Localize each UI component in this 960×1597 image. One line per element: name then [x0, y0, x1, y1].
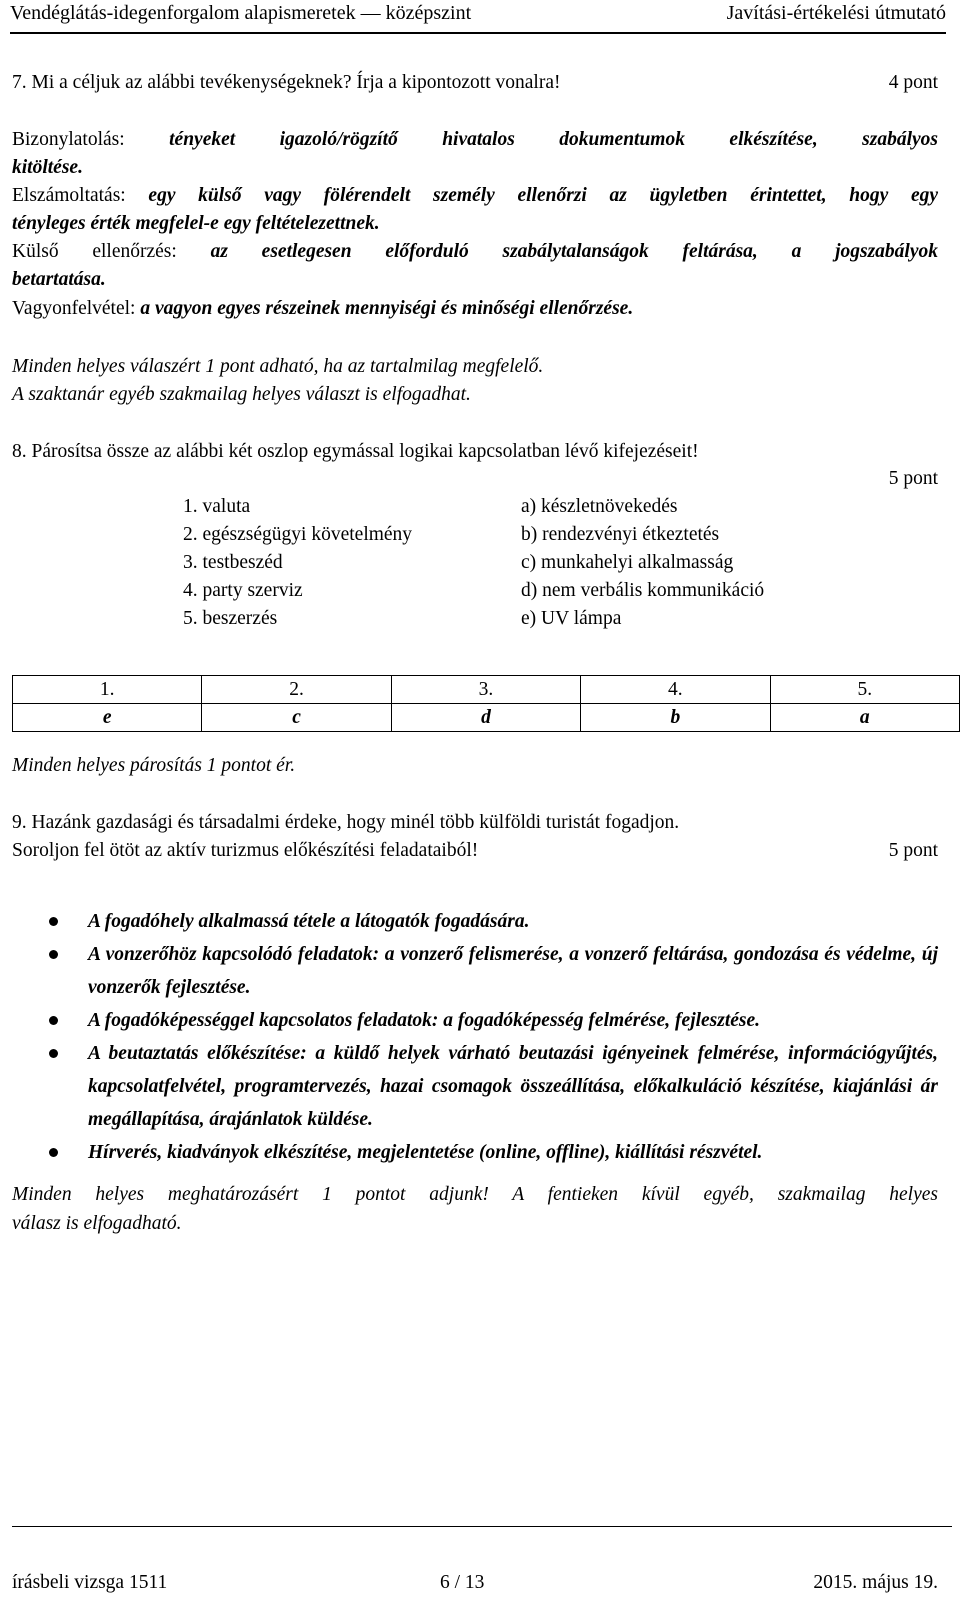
- q7-item-2-line-1: [12, 185, 938, 207]
- bullet-icon: [49, 1049, 58, 1058]
- q8-left-item: 4. party szerviz: [183, 580, 303, 601]
- q7-item-1-answer-cont: kitöltése.: [12, 157, 83, 178]
- q8-answer-table-header-cell: 4.: [581, 676, 770, 704]
- q7-item-2-term: Elszámoltatás:: [12, 185, 126, 206]
- footer-exam-code: írásbeli vizsga 1511: [12, 1572, 168, 1593]
- q7-item-4-line-1: [12, 298, 633, 320]
- q8-answer-table-answer-row: [13, 704, 960, 732]
- q8-answer-table-answer-cell: c: [202, 704, 391, 732]
- bullet-icon: [49, 1016, 58, 1025]
- list-item: [0, 1037, 938, 1136]
- q7-item-1-term: Bizonylatolás:: [12, 129, 125, 150]
- list-item: [0, 1136, 938, 1169]
- q8-answer-table-answer-cell: b: [581, 704, 770, 732]
- q9-answer-list: [0, 905, 938, 1169]
- footer-date: 2015. május 19.: [813, 1572, 938, 1593]
- list-item: [0, 938, 938, 1004]
- q7-item-4-answer: a vagyon egyes részeinek mennyiségi és minőségi ellenőrzése.: [140, 298, 634, 319]
- q8-answer-table-header-row: [13, 676, 960, 704]
- q7-item-4-term: Vagyonfelvétel:: [12, 298, 136, 319]
- q8-right-item: e) UV lámpa: [521, 608, 622, 629]
- list-item-text: A vonzerőhöz kapcsolódó feladatok: a vonzerő felismerése, a vonzerő feltárása, gondozása és védelme, új vonzerők fejlesztése.: [88, 944, 938, 998]
- q7-item-3-answer-cont: betartatása.: [12, 269, 106, 290]
- q7-item-3-line-1: [12, 241, 938, 263]
- q7-note-1: Minden helyes válaszért 1 pont adható, ha az tartalmilag megfelelő.: [12, 356, 544, 377]
- q7-item-2-answer: egy külső vagy fölérendelt személy ellenőrzi az ügyletben érintettet, hogy egy: [148, 185, 939, 206]
- q8-answer-table-answer-cell: e: [13, 704, 202, 732]
- page-header: [10, 2, 946, 34]
- q7-item-3-answer: az esetlegesen előforduló szabálytalanságok feltárása, a jogszabályok: [210, 241, 938, 262]
- q9-note-line-1: Minden helyes meghatározásért 1 pontot adjunk! A fentieken kívül egyéb, szakmailag helyes: [12, 1184, 938, 1205]
- q8-left-item: 2. egészségügyi követelmény: [183, 524, 413, 545]
- q7-note-2: A szaktanár egyéb szakmailag helyes választ is elfogadhat.: [12, 384, 471, 405]
- bullet-icon: [49, 950, 58, 959]
- footer-rule: [12, 1526, 952, 1527]
- q8-answer-table-answer-cell: a: [770, 704, 959, 732]
- q8-right-item: c) munkahelyi alkalmasság: [521, 552, 734, 573]
- q8-note: Minden helyes párosítás 1 pontot ér.: [12, 755, 296, 776]
- q9-note-line-2: válasz is elfogadható.: [12, 1213, 182, 1234]
- q8-title: 8. Párosítsa össze az alábbi két oszlop egymással logikai kapcsolatban lévő kifejezéseit!: [12, 441, 699, 462]
- q7-points: 4 pont: [888, 72, 938, 93]
- q8-points: 5 pont: [888, 468, 938, 489]
- list-item: [0, 905, 938, 938]
- q8-answer-table-header-cell: 3.: [391, 676, 580, 704]
- header-doc-type: Javítási-értékelési útmutató: [726, 2, 946, 24]
- q7-item-1-line-1: [12, 129, 938, 151]
- q9-title-line-2: Soroljon fel ötöt az aktív turizmus előkészítési feladataiból!: [12, 840, 479, 861]
- q7-item-3-term: Külső ellenőrzés:: [12, 241, 177, 262]
- q8-left-item: 1. valuta: [183, 496, 251, 517]
- q7-item-2-answer-cont: tényleges érték megfelel-e egy feltételezettnek.: [12, 213, 380, 234]
- q8-answer-table-answer-cell: d: [391, 704, 580, 732]
- list-item-text: A beutaztatás előkészítése: a küldő helyek várható beutazási igényeinek felmérése, információgyűjtés, kapcsolatfelvétel, programtervezés, hazai csomagok összeállítása, előkalkuláció készítése, kiajánlási ár megállapítása, árajánlatok küldése.: [88, 1043, 938, 1130]
- q8-answer-table: [12, 675, 960, 732]
- q8-answer-table-header-cell: 5.: [770, 676, 959, 704]
- q7-item-1-answer: tényeket igazoló/rögzítő hivatalos dokumentumok elkészítése, szabályos: [169, 129, 938, 150]
- q8-answer-table-header-cell: 2.: [202, 676, 391, 704]
- footer-page-number: 6 / 13: [440, 1572, 485, 1593]
- q8-answer-table-header-cell: 1.: [13, 676, 202, 704]
- list-item-text: A fogadóképességgel kapcsolatos feladatok: a fogadóképesség felmérése, fejlesztése.: [88, 1010, 761, 1031]
- q8-right-item: d) nem verbális kommunikáció: [521, 580, 765, 601]
- list-item: [0, 1004, 938, 1037]
- q8-right-item: a) készletnövekedés: [521, 496, 678, 517]
- q8-left-item: 5. beszerzés: [183, 608, 278, 629]
- q9-points: 5 pont: [888, 840, 938, 861]
- header-subject: Vendéglátás-idegenforgalom alapismeretek — középszint: [10, 2, 472, 24]
- q8-left-item: 3. testbeszéd: [183, 552, 283, 573]
- q8-right-item: b) rendezvényi étkeztetés: [521, 524, 720, 545]
- bullet-icon: [49, 917, 58, 926]
- list-item-text: Hírverés, kiadványok elkészítése, megjelentetése (online, offline), kiállítási részvétel.: [88, 1142, 763, 1163]
- q7-title: 7. Mi a céljuk az alábbi tevékenységeknek? Írja a kipontozott vonalra!: [12, 72, 561, 93]
- q9-title-line-1: 9. Hazánk gazdasági és társadalmi érdeke, hogy minél több külföldi turistát fogadjon.: [12, 812, 680, 833]
- bullet-icon: [49, 1148, 58, 1157]
- list-item-text: A fogadóhely alkalmassá tétele a látogatók fogadására.: [88, 911, 530, 932]
